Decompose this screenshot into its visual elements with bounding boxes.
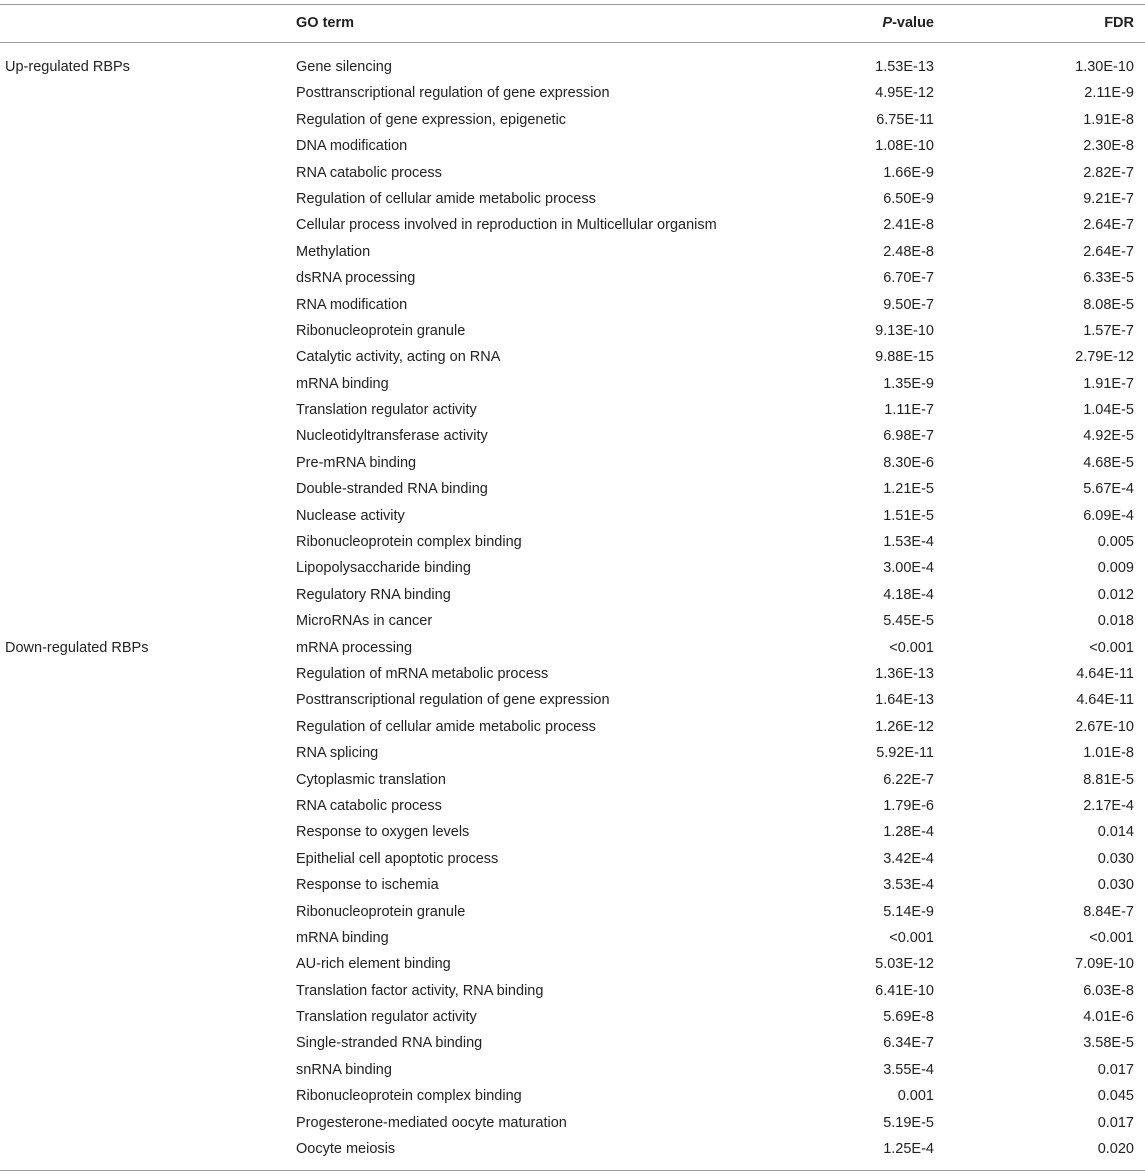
fdr-cell: 0.018 — [1097, 613, 1134, 630]
go-term-cell: Regulation of cellular amide metabolic process — [296, 718, 596, 735]
fdr-cell: 1.91E-7 — [1083, 375, 1134, 392]
go-term-cell: RNA catabolic process — [296, 164, 442, 181]
p-value-cell: 3.53E-4 — [883, 877, 934, 894]
fdr-cell: 8.84E-7 — [1083, 903, 1134, 920]
table-row — [0, 160, 1145, 186]
table-row — [0, 555, 1145, 581]
fdr-cell: 1.04E-5 — [1083, 402, 1134, 419]
fdr-cell: 0.012 — [1097, 586, 1134, 603]
go-term-cell: RNA catabolic process — [296, 797, 442, 814]
table-row — [0, 1004, 1145, 1030]
p-value-cell: 1.25E-4 — [883, 1141, 934, 1158]
go-term-cell: Progesterone-mediated oocyte maturation — [296, 1114, 567, 1131]
fdr-cell: 0.030 — [1097, 850, 1134, 867]
p-value-cell: 1.66E-9 — [883, 164, 934, 181]
go-term-cell: Cellular process involved in reproduction in Multicellular organism — [296, 217, 717, 234]
go-term-cell: Ribonucleoprotein complex binding — [296, 534, 522, 551]
table-row — [0, 186, 1145, 212]
fdr-cell: 1.01E-8 — [1083, 745, 1134, 762]
fdr-cell: 9.21E-7 — [1083, 190, 1134, 207]
p-value-cell: 6.34E-7 — [883, 1035, 934, 1052]
table-row — [0, 371, 1145, 397]
table-row — [0, 1030, 1145, 1056]
go-term-cell: Ribonucleoprotein granule — [296, 903, 466, 920]
p-value-cell: 1.79E-6 — [883, 797, 934, 814]
table-row — [0, 846, 1145, 872]
fdr-cell: 4.01E-6 — [1083, 1009, 1134, 1026]
fdr-cell: 8.08E-5 — [1083, 296, 1134, 313]
table-row — [0, 608, 1145, 634]
table-header-row — [0, 4, 1145, 42]
fdr-cell: 0.017 — [1097, 1061, 1134, 1078]
table-row — [0, 54, 1145, 80]
go-term-cell: Nuclease activity — [296, 507, 405, 524]
go-term-cell: Lipopolysaccharide binding — [296, 560, 471, 577]
p-value-cell: 6.98E-7 — [883, 428, 934, 445]
p-value-cell: 3.00E-4 — [883, 560, 934, 577]
header-p-value — [800, 10, 934, 36]
fdr-cell: 2.67E-10 — [1075, 718, 1134, 735]
table-row — [0, 687, 1145, 713]
p-value-cell: 3.42E-4 — [883, 850, 934, 867]
p-value-cell: <0.001 — [889, 639, 934, 656]
table-row — [0, 292, 1145, 318]
fdr-cell: 0.017 — [1097, 1114, 1134, 1131]
fdr-cell: 0.030 — [1097, 877, 1134, 894]
p-value-cell: 1.53E-4 — [883, 534, 934, 551]
go-term-cell: Catalytic activity, acting on RNA — [296, 349, 501, 366]
table-row — [0, 793, 1145, 819]
p-value-cell: 1.26E-12 — [875, 718, 934, 735]
p-value-cell: 9.13E-10 — [875, 322, 934, 339]
p-value-cell: 1.28E-4 — [883, 824, 934, 841]
table-row — [0, 503, 1145, 529]
header-p-italic: P — [882, 15, 893, 31]
p-value-cell: 4.18E-4 — [883, 586, 934, 603]
p-value-cell: 5.14E-9 — [883, 903, 934, 920]
table-row — [0, 529, 1145, 555]
table-row — [0, 212, 1145, 238]
fdr-cell: 7.09E-10 — [1075, 956, 1134, 973]
fdr-cell: 4.68E-5 — [1083, 454, 1134, 471]
p-value-cell: 5.19E-5 — [883, 1114, 934, 1131]
fdr-cell: 4.64E-11 — [1076, 692, 1134, 709]
table-row — [0, 740, 1145, 766]
header-fdr: FDR — [1104, 15, 1134, 31]
p-value-cell: <0.001 — [889, 929, 934, 946]
p-value-cell: 5.45E-5 — [883, 613, 934, 630]
table-row — [0, 423, 1145, 449]
p-value-cell: 0.001 — [897, 1088, 934, 1105]
fdr-cell: 2.79E-12 — [1075, 349, 1134, 366]
p-value-cell: 6.41E-10 — [875, 982, 934, 999]
fdr-cell: 4.64E-11 — [1076, 665, 1134, 682]
fdr-cell: 0.009 — [1097, 560, 1134, 577]
go-term-cell: Epithelial cell apoptotic process — [296, 850, 499, 867]
go-term-cell: MicroRNAs in cancer — [296, 613, 433, 630]
fdr-cell: 0.020 — [1097, 1141, 1134, 1158]
fdr-cell: 2.30E-8 — [1083, 138, 1134, 155]
p-value-cell: 5.69E-8 — [883, 1009, 934, 1026]
table-row — [0, 239, 1145, 265]
p-value-cell: 1.35E-9 — [883, 375, 934, 392]
go-term-cell: Pre-mRNA binding — [296, 454, 417, 471]
fdr-cell: 1.91E-8 — [1083, 111, 1134, 128]
go-term-cell: dsRNA processing — [296, 270, 416, 287]
fdr-cell: 2.64E-7 — [1083, 217, 1134, 234]
fdr-cell: 2.17E-4 — [1083, 797, 1134, 814]
fdr-cell: 6.03E-8 — [1083, 982, 1134, 999]
go-term-cell: Regulatory RNA binding — [296, 586, 451, 603]
go-term-cell: snRNA binding — [296, 1061, 392, 1078]
go-term-cell: Ribonucleoprotein granule — [296, 322, 466, 339]
header-rule — [0, 42, 1145, 43]
p-value-cell: 8.30E-6 — [883, 454, 934, 471]
table-row — [0, 1136, 1145, 1162]
header-p-rest: -value — [892, 15, 934, 31]
go-term-cell: mRNA binding — [296, 929, 389, 946]
go-term-cell: mRNA processing — [296, 639, 413, 656]
p-value-cell: 1.21E-5 — [883, 481, 934, 498]
go-term-cell: Methylation — [296, 243, 371, 260]
table-body — [0, 54, 1145, 1162]
fdr-cell: 2.64E-7 — [1083, 243, 1134, 260]
go-term-cell: Oocyte meiosis — [296, 1141, 396, 1158]
go-term-cell: DNA modification — [296, 138, 408, 155]
p-value-cell: 9.50E-7 — [883, 296, 934, 313]
table-row — [0, 133, 1145, 159]
go-term-cell: mRNA binding — [296, 375, 389, 392]
p-value-cell: 5.92E-11 — [876, 745, 934, 762]
go-term-cell: Double-stranded RNA binding — [296, 481, 488, 498]
fdr-cell: 2.11E-9 — [1084, 85, 1134, 102]
table-row — [0, 714, 1145, 740]
go-term-cell: Posttranscriptional regulation of gene expression — [296, 85, 610, 102]
fdr-cell: 4.92E-5 — [1083, 428, 1134, 445]
go-term-cell: Single-stranded RNA binding — [296, 1035, 483, 1052]
table-row — [0, 1110, 1145, 1136]
go-term-cell: Gene silencing — [296, 59, 392, 75]
go-term-cell: Translation regulator activity — [296, 402, 477, 419]
group-label: Up-regulated RBPs — [5, 59, 130, 75]
fdr-cell: 5.67E-4 — [1083, 481, 1134, 498]
p-value-cell: 6.22E-7 — [883, 771, 934, 788]
table-row — [0, 925, 1145, 951]
go-term-cell: Regulation of gene expression, epigenetic — [296, 111, 567, 128]
fdr-cell: 1.30E-10 — [1075, 59, 1134, 75]
p-value-cell: 1.36E-13 — [875, 665, 934, 682]
go-term-cell: Regulation of cellular amide metabolic process — [296, 190, 596, 207]
table-row — [0, 450, 1145, 476]
go-term-cell: Response to ischemia — [296, 877, 439, 894]
table-row — [0, 767, 1145, 793]
fdr-cell: 3.58E-5 — [1083, 1035, 1134, 1052]
table-row — [0, 397, 1145, 423]
p-value-cell: 9.88E-15 — [875, 349, 934, 366]
fdr-cell: 8.81E-5 — [1083, 771, 1134, 788]
group-label: Down-regulated RBPs — [5, 639, 149, 656]
table-row — [0, 265, 1145, 291]
table-row — [0, 80, 1145, 106]
p-value-cell: 5.03E-12 — [875, 956, 934, 973]
p-value-cell: 6.75E-11 — [876, 111, 934, 128]
go-term-cell: Regulation of mRNA metabolic process — [296, 665, 549, 682]
table-row — [0, 978, 1145, 1004]
p-value-cell: 4.95E-12 — [875, 85, 934, 102]
go-term-cell: Posttranscriptional regulation of gene expression — [296, 692, 610, 709]
go-term-cell: RNA splicing — [296, 745, 379, 762]
table-row — [0, 1057, 1145, 1083]
fdr-cell: 1.57E-7 — [1083, 322, 1134, 339]
go-term-cell: Translation regulator activity — [296, 1009, 477, 1026]
table-row — [0, 635, 1145, 661]
table-row — [0, 476, 1145, 502]
go-term-cell: AU-rich element binding — [296, 956, 451, 973]
fdr-cell: 2.82E-7 — [1083, 164, 1134, 181]
fdr-cell: <0.001 — [1089, 929, 1134, 946]
fdr-cell: 0.005 — [1097, 534, 1134, 551]
fdr-cell: 0.045 — [1097, 1088, 1134, 1105]
go-term-cell: Translation factor activity, RNA binding — [296, 982, 544, 999]
table-row — [0, 107, 1145, 133]
go-term-cell: Nucleotidyltransferase activity — [296, 428, 488, 445]
go-term-cell: RNA modification — [296, 296, 408, 313]
fdr-cell: 6.09E-4 — [1083, 507, 1134, 524]
table-bottom-rule — [0, 1170, 1145, 1171]
table-row — [0, 582, 1145, 608]
go-term-cell: Ribonucleoprotein complex binding — [296, 1088, 522, 1105]
p-value-cell: 3.55E-4 — [883, 1061, 934, 1078]
table-row — [0, 344, 1145, 370]
fdr-cell: 0.014 — [1097, 824, 1134, 841]
table-row — [0, 318, 1145, 344]
table-row — [0, 1083, 1145, 1109]
p-value-cell: 1.53E-13 — [875, 59, 934, 75]
table-row — [0, 819, 1145, 845]
p-value-cell: 1.64E-13 — [875, 692, 934, 709]
go-term-cell: Cytoplasmic translation — [296, 771, 446, 788]
table-row — [0, 899, 1145, 925]
p-value-cell: 1.11E-7 — [884, 402, 934, 419]
p-value-cell: 6.70E-7 — [883, 270, 934, 287]
fdr-cell: <0.001 — [1089, 639, 1134, 656]
table-row — [0, 872, 1145, 898]
p-value-cell: 1.51E-5 — [883, 507, 934, 524]
p-value-cell: 2.41E-8 — [883, 217, 934, 234]
table-row — [0, 951, 1145, 977]
table-row — [0, 661, 1145, 687]
fdr-cell: 6.33E-5 — [1083, 270, 1134, 287]
p-value-cell: 2.48E-8 — [883, 243, 934, 260]
header-go-term: GO term — [296, 15, 355, 31]
p-value-cell: 1.08E-10 — [875, 138, 934, 155]
go-term-cell: Response to oxygen levels — [296, 824, 470, 841]
p-value-cell: 6.50E-9 — [883, 190, 934, 207]
